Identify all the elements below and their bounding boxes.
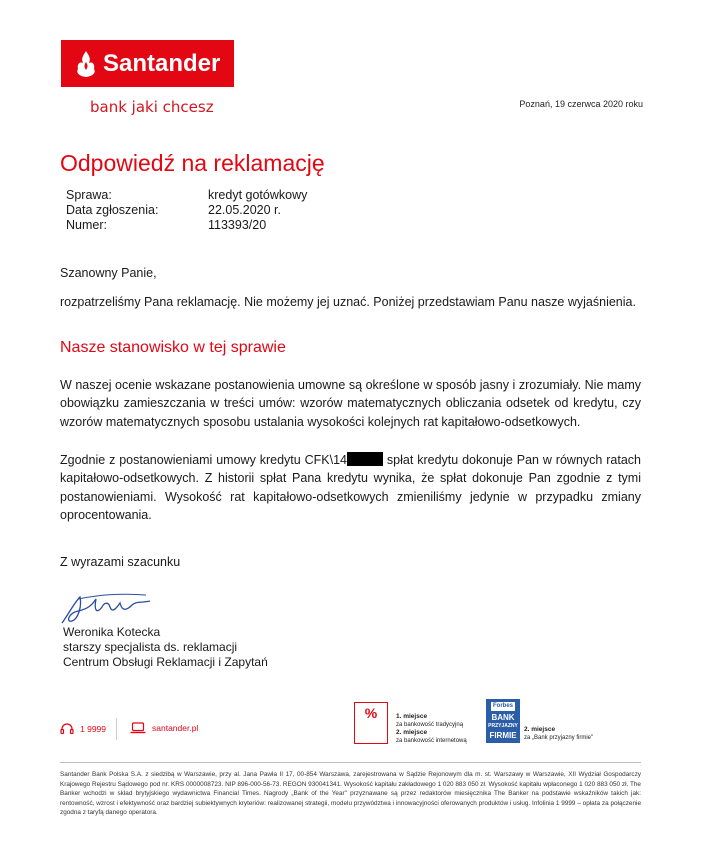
greeting: Szanowny Panie, xyxy=(60,266,157,280)
award-1-desc-2: za bankowość internetową xyxy=(396,737,467,744)
website-link: santander.pl xyxy=(152,723,199,733)
paragraph-2-end: spłat kredytu dokonuje Pan w równych ratach kapitałowo-odsetkowych. Z historii spłat Pana kredytu wynika, że spłat dokonuje Pan zgodnie z tymi postanowieniami. Wysokość rat kapitałowo-odsetkowych zmieniliśmy jedynie w przypadku zmiany oprocentowania. xyxy=(60,453,641,522)
meta-label: Data zgłoszenia: xyxy=(66,203,159,217)
meta-value: 22.05.2020 r. xyxy=(208,203,281,217)
badge-line-3: FIRMIE xyxy=(489,731,517,740)
meta-row-number xyxy=(66,218,307,233)
award-1-text xyxy=(396,713,467,745)
divider xyxy=(116,718,117,740)
badge-line-1: BANK xyxy=(491,713,515,722)
paragraph-1: W naszej ocenie wskazane postanowienia umowne są określone w sposób jasny i zrozumiały. Nie mamy obowiązku zamieszczania w treści umów: wzorów matematycznych obliczania odsetek od kredytu, czy wzorów matematycznych sposobu ustalania wysokości kolejnych rat kapitałowo-odsetkowych. xyxy=(60,378,641,429)
award-1-place-2: 2. miejsce xyxy=(396,729,428,736)
redaction-bar xyxy=(347,452,383,466)
santander-logo xyxy=(61,40,234,87)
flame-icon xyxy=(75,50,97,78)
laptop-icon xyxy=(130,722,146,734)
footer-divider xyxy=(60,762,641,763)
legal-fineprint: Santander Bank Polska S.A. z siedzibą w Warszawie, przy al. Jana Pawła II 17, 00-854 Warszawa, zarejestrowana w Sądzie Rejonowym dla m. st. Warszawy w Warszawie, XII Wydział Gospodarczy Krajowego Rejestru Sądowego pod nr. KRS 0000008723. NIP 896-000-56-73. REGON 930041341. Wysokość kapitału zakładowego 1 020 883 050 zł. Wysokość kapitału wpłaconego 1 020 883 050 zł. The Banker wchodzi w skład brytyjskiego wydawnictwa Financial Times. Nagrody „Bank of the Year" przyznawane są przez redaktorów miesięcznika The Banker na podstawie wskaźników takich jak: rentowność, wzrost i efektywność oraz bardziej subiektywnych kryteriów: realizowanej strategii, modelu przywództwa i innowacyjności oferowanych produktów i usług. Infolinia 1 9999 – opłata za połączenie zgodna z taryfą danego operatora. xyxy=(60,771,641,816)
brand-tagline: bank jaki chcesz xyxy=(90,98,214,116)
paragraph-2 xyxy=(60,451,641,524)
intro-paragraph: rozpatrzeliśmy Pana reklamację. Nie możemy jej uznać. Poniżej przedstawiam Panu nasze wyjaśnienia. xyxy=(60,295,636,309)
meta-label: Sprawa: xyxy=(66,188,112,202)
case-details xyxy=(66,188,307,233)
signer-title: starszy specjalista ds. reklamacji xyxy=(63,640,238,654)
closing: Z wyrazami szacunku xyxy=(60,555,181,569)
handwritten-signature xyxy=(58,585,158,630)
meta-label: Numer: xyxy=(66,218,107,232)
meta-value: 113393/20 xyxy=(208,218,267,232)
section-heading: Nasze stanowisko w tej sprawie xyxy=(60,339,286,356)
logo-wordmark: Santander xyxy=(103,49,221,77)
award-2-text xyxy=(524,726,593,742)
contact-website[interactable] xyxy=(130,722,198,734)
signer-name: Weronika Kotecka xyxy=(63,625,161,639)
meta-value: kredyt gotówkowy xyxy=(208,188,308,202)
letter-title: Odpowiedź na reklamację xyxy=(60,150,325,176)
award-badge-1 xyxy=(354,702,388,744)
award-2-desc: za „Bank przyjazny firmie" xyxy=(524,734,594,741)
contact-phone[interactable] xyxy=(60,722,106,736)
meta-row-case xyxy=(66,188,307,203)
forbes-label: Forbes xyxy=(492,703,513,709)
badge-line-2: PRZYJAZNY xyxy=(488,723,518,729)
meta-row-date xyxy=(66,203,307,218)
award-1-desc: za bankowość tradycyjną xyxy=(396,721,464,728)
award-2-place: 2. miejsce xyxy=(524,726,556,733)
award-badge-2 xyxy=(486,699,520,743)
phone-number: 1 9999 xyxy=(80,724,106,734)
award-1-place: 1. miejsce xyxy=(396,713,428,720)
headset-icon xyxy=(60,722,74,736)
paragraph-2-start: Zgodnie z postanowieniami umowy kredytu CFK\14 xyxy=(60,453,347,467)
percent-icon: % xyxy=(364,705,378,721)
signer-block xyxy=(63,625,268,670)
letter-date: Poznań, 19 czerwca 2020 roku xyxy=(519,99,643,109)
signer-department: Centrum Obsługi Reklamacji i Zapytań xyxy=(63,655,268,669)
